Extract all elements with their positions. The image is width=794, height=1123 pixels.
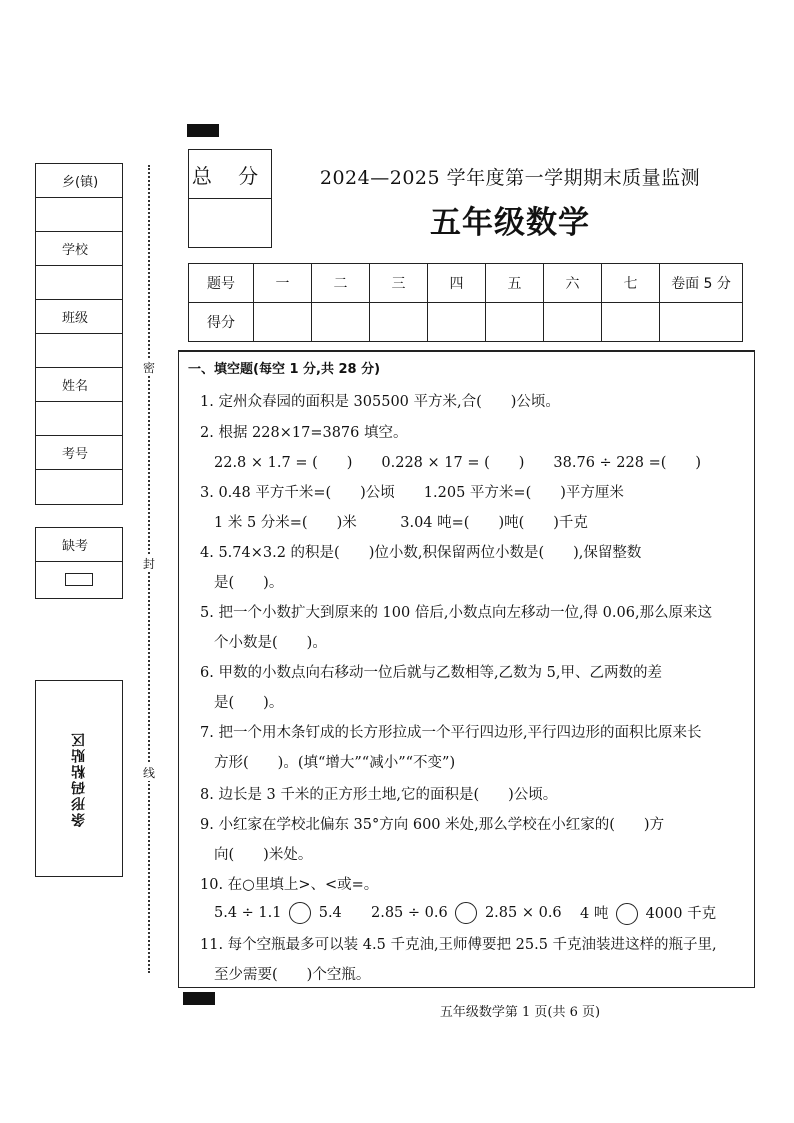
- field-blank-exam-number: [36, 470, 122, 504]
- barcode-label: 条形码粘贴区: [71, 730, 87, 827]
- question-line: 10. 在○里填上>、<或=。: [200, 877, 379, 893]
- student-info-box: [35, 163, 123, 505]
- seal-char-mi: 密: [143, 361, 156, 375]
- compare-item-3: [580, 902, 716, 925]
- score-cell[interactable]: [370, 303, 428, 342]
- exam-title: 2024—2025 学年度第一学期期末质量监测: [319, 167, 701, 189]
- score-cell[interactable]: [428, 303, 486, 342]
- question-line: 个小数是( )。: [214, 635, 327, 651]
- score-row-label: 得分: [189, 303, 254, 342]
- score-header-label: 题号: [189, 264, 254, 303]
- question-line: 9. 小红家在学校北偏东 35°方向 600 米处,那么学校在小红家的( )方: [200, 817, 665, 833]
- field-blank-class: [36, 334, 122, 368]
- compare-answer-circle[interactable]: [455, 902, 477, 924]
- question-line: 5. 把一个小数扩大到原来的 100 倍后,小数点向左移动一位,得 0.06,那么原来这: [200, 605, 713, 621]
- question-line: 3. 0.48 平方千米=( )公顷 1.205 平方米=( )平方厘米: [200, 485, 624, 501]
- score-col-4: 四: [428, 264, 486, 303]
- question-line: 6. 甲数的小数点向右移动一位后就与乙数相等,乙数为 5,甲、乙两数的差: [200, 665, 662, 681]
- score-table-score-row: [189, 303, 743, 342]
- score-cell[interactable]: [486, 303, 544, 342]
- compare-left: 4 吨: [580, 906, 609, 922]
- score-table: [188, 263, 743, 342]
- score-col-2: 二: [312, 264, 370, 303]
- compare-left: 2.85 ÷ 0.6: [371, 905, 448, 921]
- section-1-title: 一、填空题(每空 1 分,共 28 分): [188, 362, 381, 377]
- score-col-1: 一: [254, 264, 312, 303]
- field-label-class: 班级: [36, 300, 122, 334]
- field-label-exam-number: 考号: [36, 436, 122, 470]
- seal-char-xian: 线: [143, 766, 156, 780]
- question-line: 7. 把一个用木条钉成的长方形拉成一个平行四边形,平行四边形的面积比原来长: [200, 725, 702, 741]
- score-table-header-row: [189, 264, 743, 303]
- question-line: 8. 边长是 3 千米的正方形土地,它的面积是( )公顷。: [200, 787, 558, 803]
- question-line: 向( )米处。: [214, 847, 313, 863]
- compare-right: 4000 千克: [645, 906, 717, 922]
- question-line: 是( )。: [214, 575, 284, 591]
- score-col-7: 七: [602, 264, 660, 303]
- question-line: 22.8 × 1.7 = ( ) 0.228 × 17 = ( ) 38.76 ÷ 228 =( ): [214, 455, 702, 471]
- compare-right: 2.85 × 0.6: [484, 905, 562, 921]
- score-col-neatness: 卷面 5 分: [660, 264, 743, 303]
- score-cell[interactable]: [660, 303, 743, 342]
- score-cell[interactable]: [602, 303, 660, 342]
- seal-char-feng: 封: [143, 557, 156, 571]
- question-line: 是( )。: [214, 695, 284, 711]
- absent-label: 缺考: [36, 528, 122, 562]
- score-col-6: 六: [544, 264, 602, 303]
- score-cell[interactable]: [544, 303, 602, 342]
- total-score-label: 总 分: [189, 150, 271, 199]
- registration-mark-bottom: [183, 992, 215, 1005]
- barcode-area: [35, 680, 123, 877]
- registration-mark-top: [187, 124, 219, 137]
- exam-subject: 五年级数学: [430, 205, 590, 241]
- score-cell[interactable]: [254, 303, 312, 342]
- compare-item-2: [371, 902, 562, 924]
- page-footer: 五年级数学第 1 页(共 6 页): [439, 1005, 601, 1020]
- field-blank-name: [36, 402, 122, 436]
- score-col-3: 三: [370, 264, 428, 303]
- question-line: 2. 根据 228×17=3876 填空。: [200, 425, 408, 441]
- compare-right: 5.4: [318, 905, 342, 921]
- field-blank-school: [36, 266, 122, 300]
- score-col-5: 五: [486, 264, 544, 303]
- question-line: 方形( )。(填“增大”“减小”“不变”): [214, 755, 456, 771]
- compare-left: 5.4 ÷ 1.1: [214, 905, 282, 921]
- absent-box: [35, 527, 123, 599]
- absent-checkbox[interactable]: [65, 573, 93, 586]
- compare-answer-circle[interactable]: [616, 903, 638, 925]
- field-label-school: 学校: [36, 232, 122, 266]
- field-label-name: 姓名: [36, 368, 122, 402]
- question-line: 11. 每个空瓶最多可以装 4.5 千克油,王师傅要把 25.5 千克油装进这样的瓶子里,: [200, 937, 717, 953]
- compare-answer-circle[interactable]: [289, 902, 311, 924]
- score-cell[interactable]: [312, 303, 370, 342]
- question-line: 4. 5.74×3.2 的积是( )位小数,积保留两位小数是( ),保留整数: [200, 545, 642, 561]
- compare-item-1: [214, 902, 342, 924]
- question-line: 1. 定州众春园的面积是 305500 平方米,合( )公顷。: [200, 394, 560, 410]
- total-score-box: [188, 149, 272, 248]
- field-label-town: 乡(镇): [36, 164, 122, 198]
- question-line: 至少需要( )个空瓶。: [214, 967, 371, 983]
- field-blank-town: [36, 198, 122, 232]
- question-line: 1 米 5 分米=( )米 3.04 吨=( )吨( )千克: [214, 515, 588, 531]
